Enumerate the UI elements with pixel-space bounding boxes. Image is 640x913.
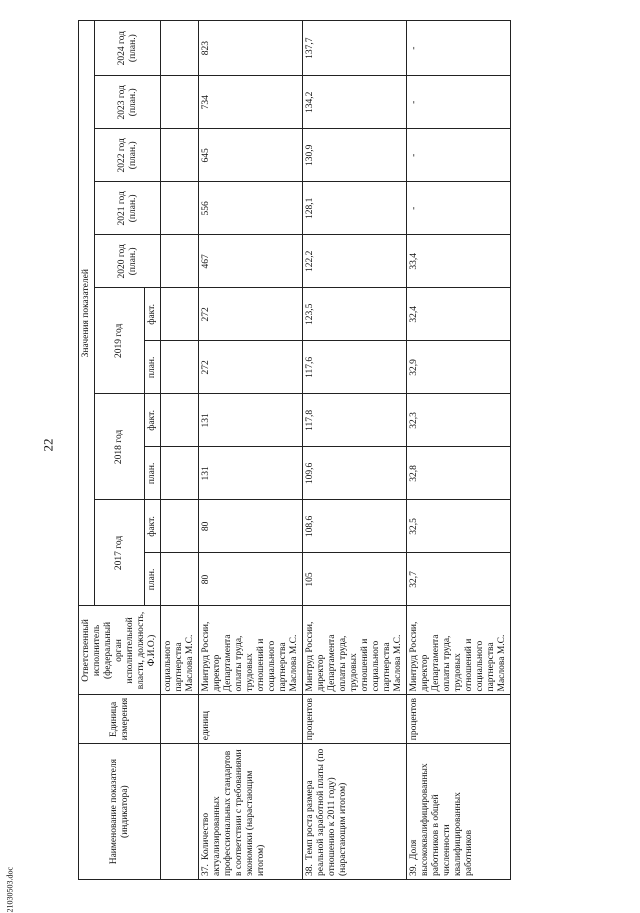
col-header-2019: 2019 год [95, 288, 145, 394]
table-row-carryover [161, 21, 199, 880]
col-header-2020: 2020 год (план.) [95, 235, 161, 288]
value-cell: 556 [199, 182, 303, 235]
row-name: Темп роста размера реальной заработной платы (по отношению к 2011 году) (нарастающим итогом) [305, 748, 348, 876]
table-row [407, 21, 511, 880]
col-header-2024: 2024 год (план.) [95, 21, 161, 76]
row-unit: процентов [407, 695, 511, 744]
col-header-2022: 2022 год (план.) [95, 129, 161, 182]
table-row [303, 21, 407, 880]
col-header-2018: 2018 год [95, 394, 145, 500]
row-name: Количество актуализированных профессиональных стандартов в соответствии с требованиями экономики (нарастающим итогом) [201, 749, 266, 876]
value-cell: 128,1 [303, 182, 407, 235]
value-cell: 645 [199, 129, 303, 182]
row-unit: единиц [199, 695, 303, 744]
value-cell: 823 [199, 21, 303, 76]
value-cell: 109,6 [303, 447, 407, 500]
col-header-2021: 2021 год (план.) [95, 182, 161, 235]
col-header-name: Наименование показателя (индикатора) [79, 744, 161, 880]
value-cell: 272 [199, 341, 303, 394]
value-cell: - [407, 129, 511, 182]
value-cell: 272 [199, 288, 303, 341]
col-header-fact: факт. [145, 288, 161, 341]
col-header-fact: факт. [145, 394, 161, 447]
row-responsible: Минтруд России, директор Департамента оплаты труда, трудовых отношений и социального партнерства Маслова М.С. [303, 606, 407, 695]
value-cell: 734 [199, 76, 303, 129]
row-number: 37. [201, 864, 211, 876]
value-cell: 122,2 [303, 235, 407, 288]
value-cell: 131 [199, 394, 303, 447]
rotated-table-area [78, 20, 608, 880]
rotated-table-container [78, 20, 608, 880]
value-cell: 467 [199, 235, 303, 288]
row-name: Доля высококвалифицированных работников в общей численности квалифицированных работников [409, 763, 474, 876]
value-cell: 80 [199, 553, 303, 606]
col-header-unit: Единица измерения [79, 695, 161, 744]
value-cell: 33,4 [407, 235, 511, 288]
col-header-2017: 2017 год [95, 500, 145, 606]
table-row [199, 21, 303, 880]
value-cell: - [407, 21, 511, 76]
page-number: 22 [40, 438, 56, 452]
value-cell: 137,7 [303, 21, 407, 76]
col-header-values: Значения показателей [79, 21, 95, 606]
col-header-plan: план. [145, 553, 161, 606]
row-responsible: Минтруд России, директор Департамента оплаты труда, трудовых отношений и социального партнерства Маслова М.С. [407, 606, 511, 695]
value-cell: 131 [199, 447, 303, 500]
value-cell: 134,2 [303, 76, 407, 129]
col-header-responsible: Ответственный исполнитель (федеральный орган исполнительной власти, должность, Ф.И.О.) [79, 606, 161, 695]
row-number: 38. [305, 864, 315, 876]
value-cell: - [407, 182, 511, 235]
row-unit: процентов [303, 695, 407, 744]
col-header-plan: план. [145, 341, 161, 394]
row-number: 39. [409, 864, 419, 876]
value-cell: 123,5 [303, 288, 407, 341]
value-cell: 130,9 [303, 129, 407, 182]
value-cell: 105 [303, 553, 407, 606]
value-cell: 32,5 [407, 500, 511, 553]
value-cell: - [407, 76, 511, 129]
value-cell: 108,6 [303, 500, 407, 553]
value-cell: 80 [199, 500, 303, 553]
col-header-plan: план. [145, 447, 161, 500]
value-cell: 32,4 [407, 288, 511, 341]
value-cell: 32,7 [407, 553, 511, 606]
row-responsible: Минтруд России, директор Департамента оплаты труда, трудовых отношений и социального партнерства Маслова М.С. [199, 606, 303, 695]
col-header-2023: 2023 год (план.) [95, 76, 161, 129]
indicators-table [78, 20, 511, 880]
value-cell: 117,8 [303, 394, 407, 447]
col-header-fact: факт. [145, 500, 161, 553]
carryover-text: социального партнерства Маслова М.С. [161, 606, 199, 695]
value-cell: 32,9 [407, 341, 511, 394]
value-cell: 32,3 [407, 394, 511, 447]
value-cell: 32,8 [407, 447, 511, 500]
value-cell: 117,6 [303, 341, 407, 394]
footer-filename: 21030503.doc [5, 866, 15, 913]
